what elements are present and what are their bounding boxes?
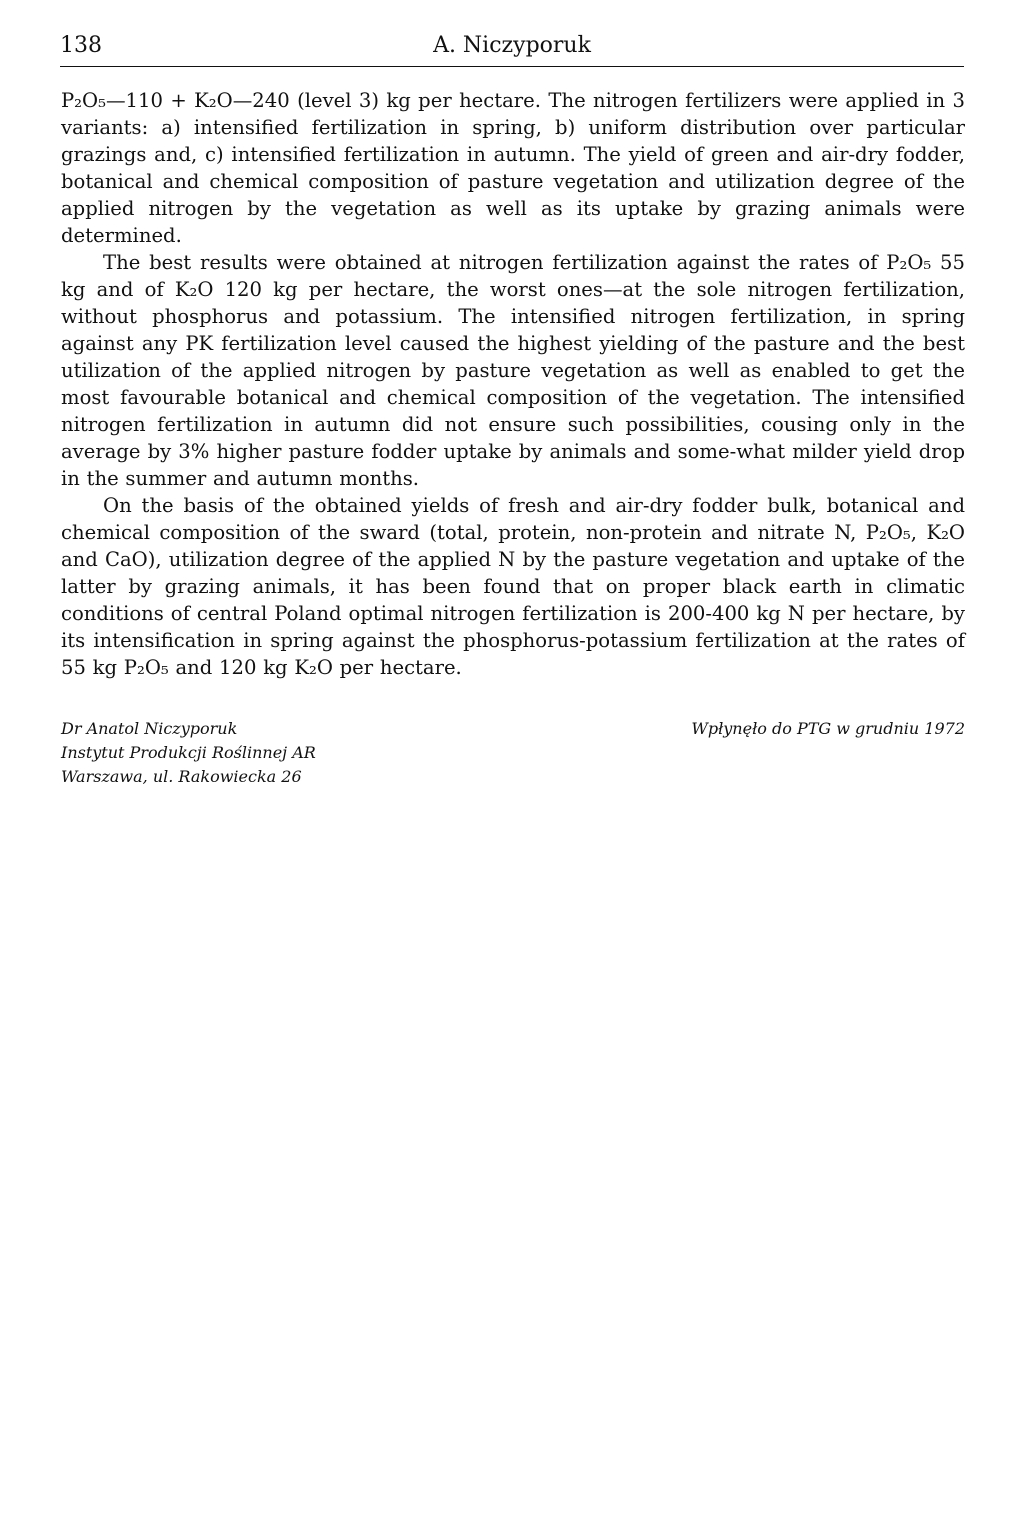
page-number: 138 bbox=[60, 33, 102, 58]
header-rule bbox=[60, 66, 964, 67]
institution-name: Instytut Produkcji Roślinnej AR bbox=[61, 743, 316, 762]
body-paragraph: P₂O₅—110 + K₂O—240 (level 3) kg per hectare. The nitrogen fertilizers were applied in 3 variants: a) intensified fertilization in spring, b) uniform distribution over particular grazings and, c) intensified fertilization in autumn. The yield of green and air-dry fodder, botanical and chemical composition of pasture vegetation and utilization degree of the applied nitrogen by the vegetation as well as its uptake by grazing animals were determined. bbox=[61, 89, 965, 247]
article-body bbox=[61, 87, 965, 681]
body-paragraph: On the basis of the obtained yields of fresh and air-dry fodder bulk, botanical and chemical composition of the sward (total, protein, non-protein and nitrate N, P₂O₅, K₂O and CaO), utilization degree of the applied N by the pasture vegetation and uptake of the latter by grazing animals, it has been found that on proper black earth in climatic conditions of central Poland optimal nitrogen fertilization is 200-400 kg N per hectare, by its intensification in spring against the phosphorus-potassium fertilization at the rates of 55 kg P₂O₅ and 120 kg K₂O per hectare. bbox=[61, 494, 965, 679]
institution-address: Warszawa, ul. Rakowiecka 26 bbox=[61, 767, 302, 786]
author-affiliation bbox=[61, 717, 481, 789]
running-author: A. Niczyporuk bbox=[433, 33, 591, 58]
author-name: Dr Anatol Niczyporuk bbox=[61, 719, 238, 738]
received-date: Wpłynęło do PTG w grudniu 1972 bbox=[691, 719, 965, 738]
body-paragraph: The best results were obtained at nitrogen fertilization against the rates of P₂O₅ 55 kg and of K₂O 120 kg per hectare, the worst ones—at the sole nitrogen fertilization, without phosphorus and potassium. The intensified nitrogen fertilization, in spring against any PK fertilization level caused the highest yielding of the pasture and the best utilization of the applied nitrogen by pasture vegetation as well as enabled to get the most favourable botanical and chemical composition of the vegetation. The intensified nitrogen fertilization in autumn did not ensure such possibilities, cousing only in the average by 3% higher pasture fodder uptake by animals and some-what milder yield drop in the summer and autumn months. bbox=[61, 251, 965, 490]
running-header bbox=[60, 30, 964, 62]
